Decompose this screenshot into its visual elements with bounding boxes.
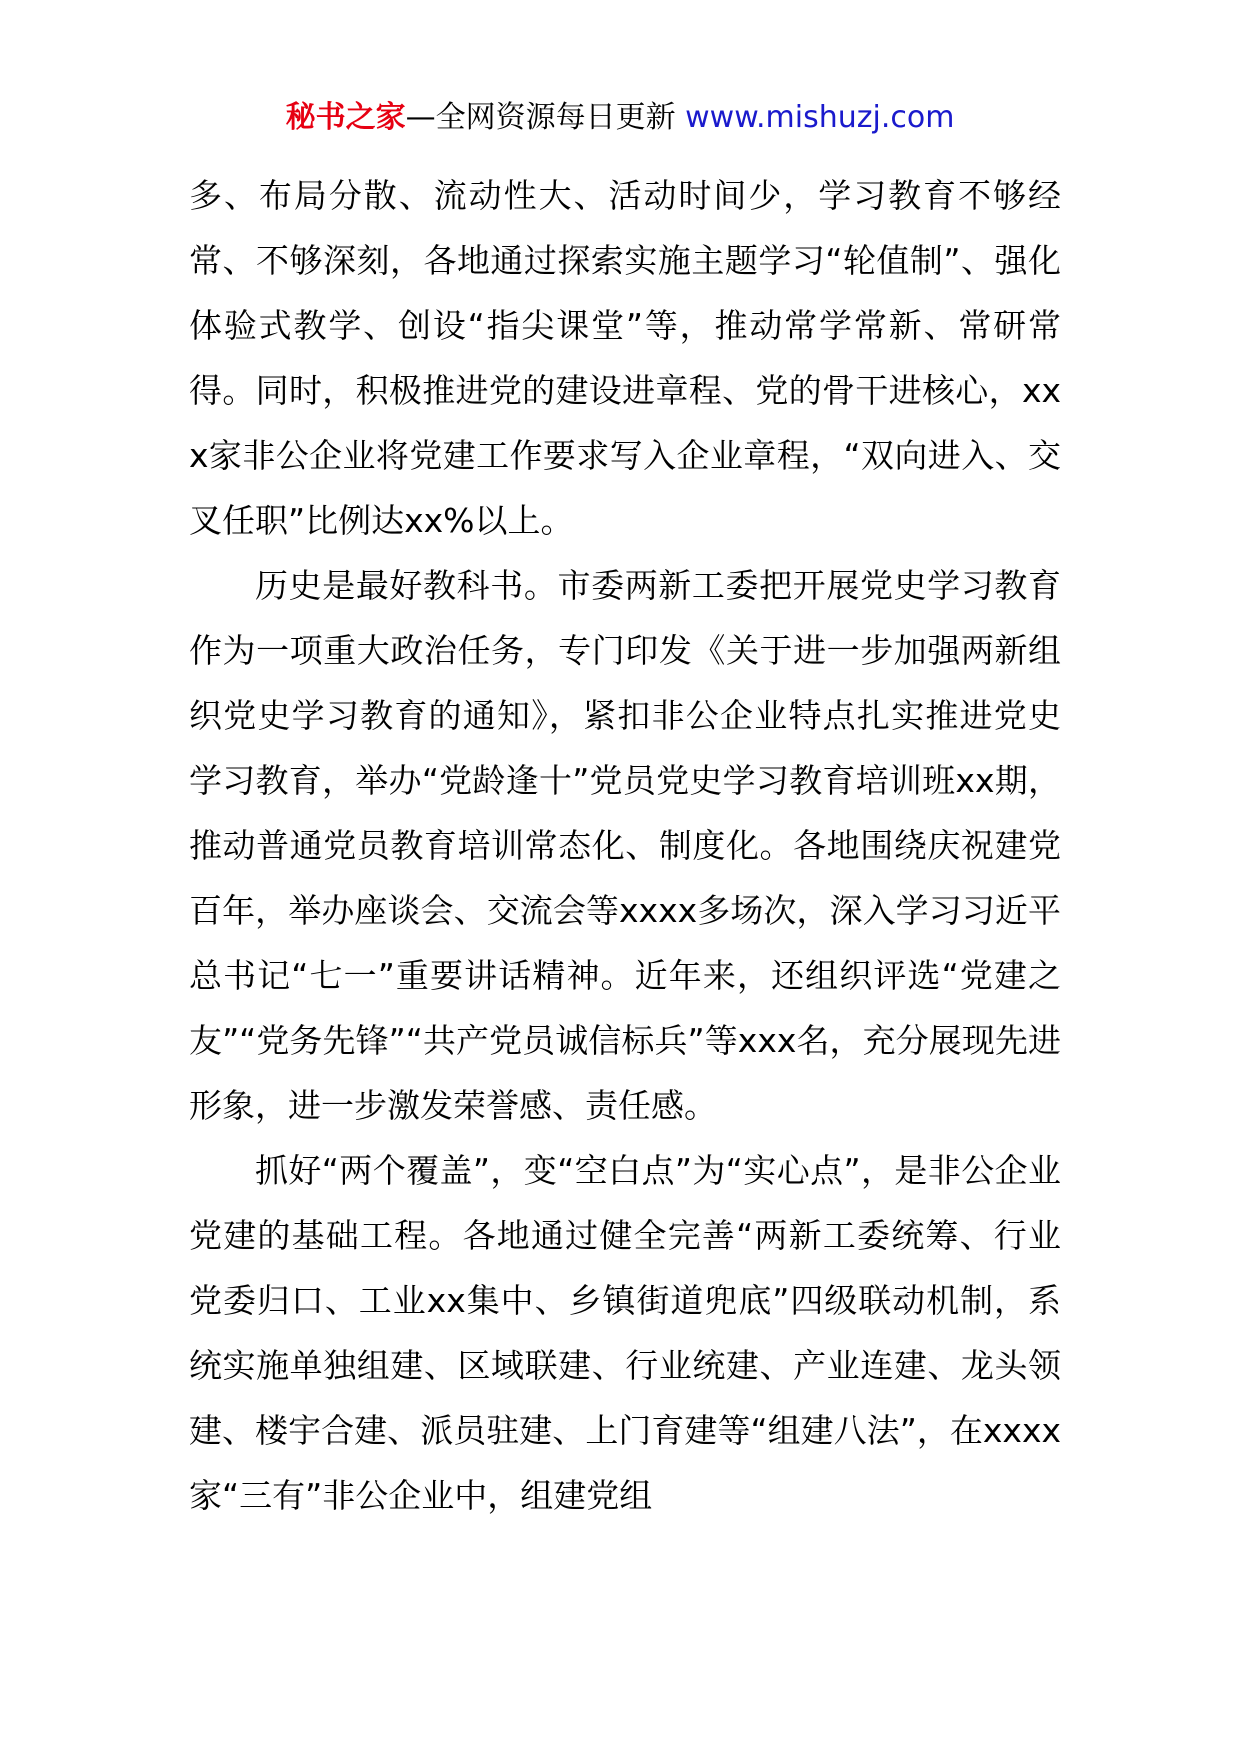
site-header [0,98,1240,138]
site-brand: 秘书之家 [285,100,406,135]
paragraph-party-history: 历史是最好教科书。市委两新工委把开展党史学习教育作为一项重大政治任务，专门印发《关于进一步加强两新组织党史学习教育的通知》，紧扣非公企业特点扎实推进党史学习教育，举办“党龄逢十”党员党史学习教育培训班xx期，推动普通党员教育培训常态化、制度化。各地围绕庆祝建党百年，举办座谈会、交流会等xxxx多场次，深入学习习近平总书记“七一”重要讲话精神。近年来，还组织评选“党建之友”“党务先锋”“共产党员诚信标兵”等xxx名，充分展现先进形象，进一步激发荣誉感、责任感。 [189,566,1061,1125]
site-url-link[interactable]: www.mishuzj.com [685,100,955,135]
site-tagline: —全网资源每日更新 [405,100,686,135]
paragraph-continued: 多、布局分散、流动性大、活动时间少，学习教育不够经常、不够深刻，各地通过探索实施主题学习“轮值制”、强化体验式教学、创设“指尖课堂”等，推动常学常新、常研常得。同时，积极推进党的建设进章程、党的骨干进核心，xxx家非公企业将党建工作要求写入企业章程，“双向进入、交叉任职”比例达xx%以上。 [189,176,1061,540]
paragraph-two-coverages: 抓好“两个覆盖”，变“空白点”为“实心点”，是非公企业党建的基础工程。各地通过健全完善“两新工委统筹、行业党委归口、工业xx集中、乡镇街道兜底”四级联动机制，系统实施单独组建、区域联建、行业统建、产业连建、龙头领建、楼宇合建、派员驻建、上门育建等“组建八法”，在xxxx家“三有”非公企业中，组建党组 [189,1151,1061,1515]
document-body [189,163,1061,1528]
